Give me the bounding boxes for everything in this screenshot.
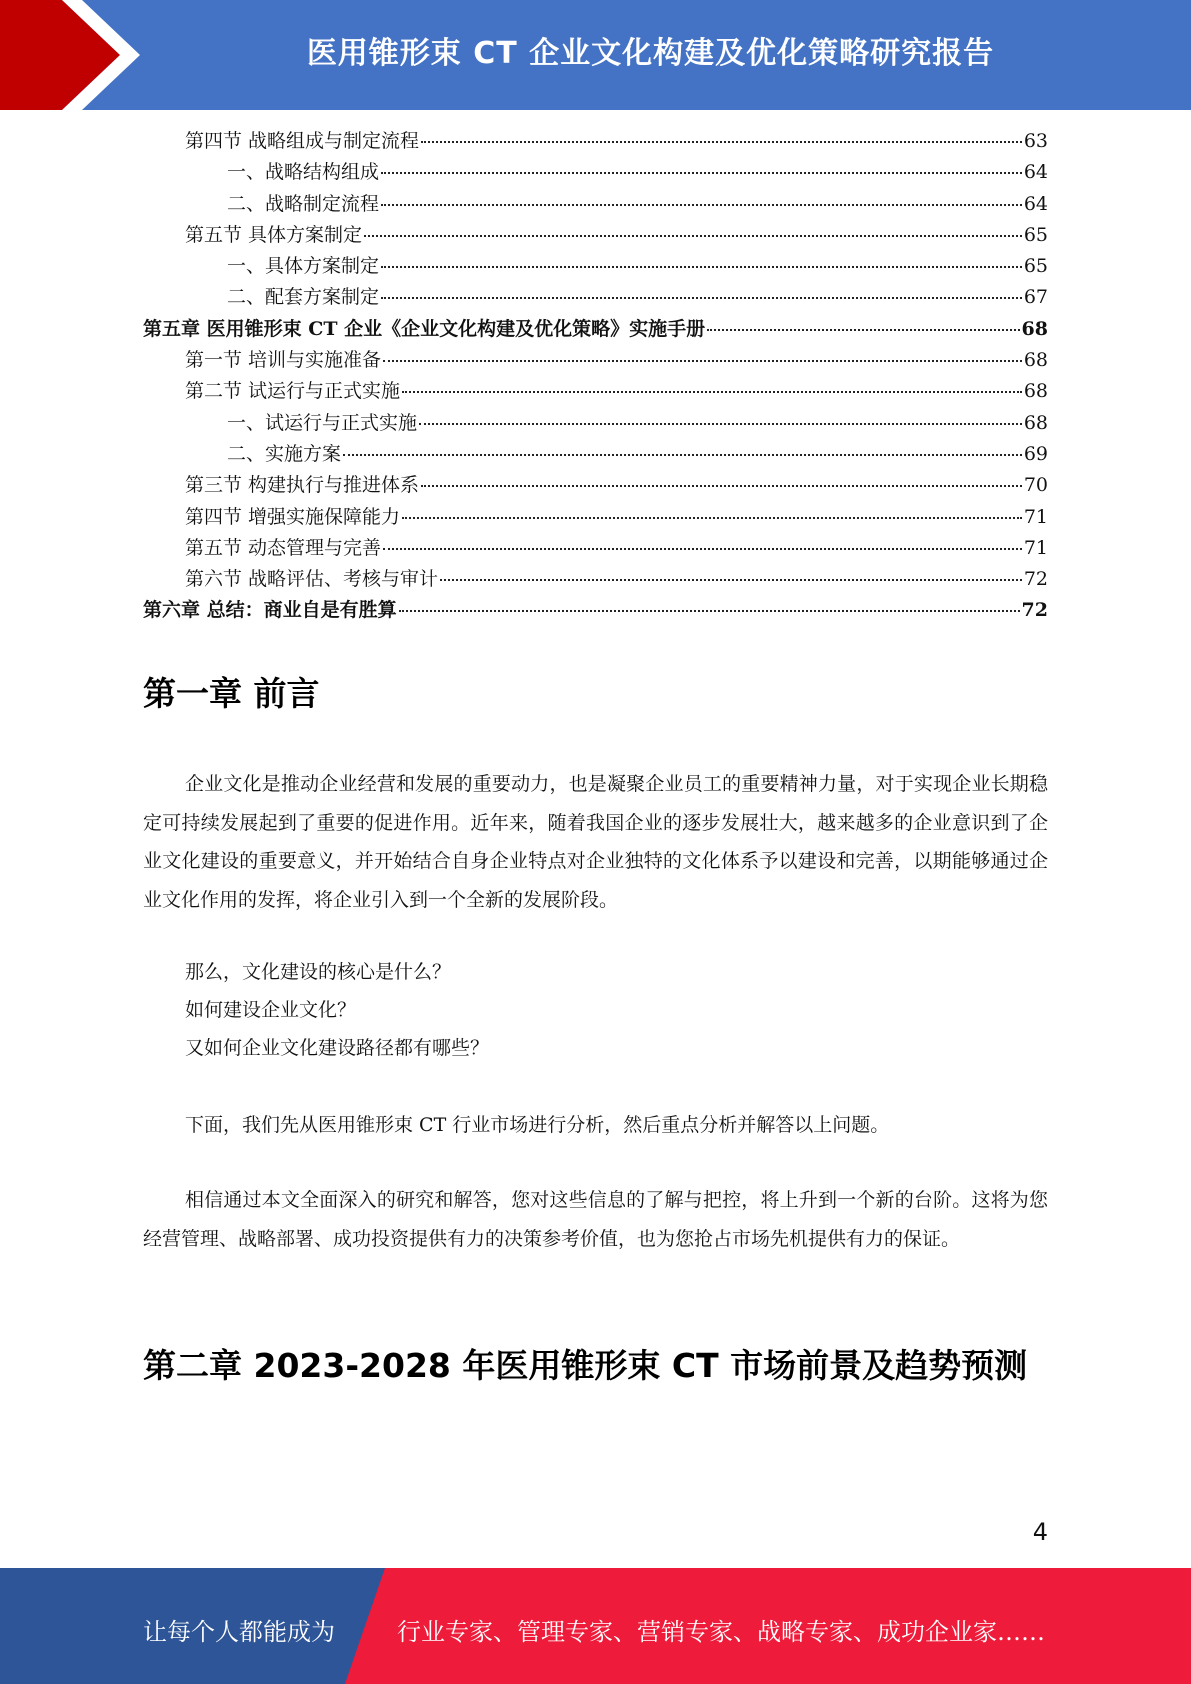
toc-entry-label: 第五节 具体方案制定 <box>185 223 363 246</box>
toc-dot-leader <box>421 484 1022 487</box>
analysis-paragraph: 下面，我们先从医用锥形束 CT 行业市场进行分析，然后重点分析并解答以上问题。 <box>185 1114 890 1136</box>
toc-entry-page: 72 <box>1023 568 1048 591</box>
toc-entry-page: 71 <box>1023 536 1048 559</box>
conclusion-paragraph: 相信通过本文全面深入的研究和解答，您对这些信息的了解与把控，将上升到一个新的台阶。这将为您经营管理、战略部署、成功投资提供有力的决策参考价值，也为您抢占市场先机提供有力的保证。 <box>143 1189 1048 1250</box>
toc-dot-leader <box>399 609 1020 612</box>
toc-dot-leader <box>381 296 1022 299</box>
toc-entry-page: 65 <box>1023 255 1048 278</box>
toc-entry[interactable] <box>143 282 1048 313</box>
toc-entry-label: 第三节 构建执行与推进体系 <box>185 474 420 497</box>
header-chevron-icon <box>0 0 160 110</box>
toc-entry-label: 第四节 增强实施保障能力 <box>185 505 401 528</box>
toc-entry[interactable] <box>143 345 1048 376</box>
toc-entry[interactable] <box>143 126 1048 157</box>
toc-entry-label: 第六章 总结：商业自是有胜算 <box>143 599 397 622</box>
toc-entry-page: 69 <box>1023 442 1048 465</box>
page-footer <box>0 1568 1191 1684</box>
toc-entry-label: 第二节 试运行与正式实施 <box>185 380 401 403</box>
toc-entry-page: 63 <box>1023 130 1048 152</box>
toc-entry-page: 67 <box>1023 286 1048 309</box>
toc-dot-leader <box>383 547 1022 550</box>
chapter-2-heading: 第二章 2023-2028 年医用锥形束 CT 市场前景及趋势预测 <box>143 1346 1028 1385</box>
toc-dot-leader <box>707 328 1019 331</box>
toc-entry-page: 68 <box>1021 317 1048 340</box>
toc-entry-page: 71 <box>1023 505 1048 528</box>
toc-entry-page: 68 <box>1023 411 1048 434</box>
chapter-1-heading: 第一章 前言 <box>143 674 320 713</box>
toc-entry-label: 第六节 战略评估、考核与审计 <box>185 568 439 591</box>
toc-entry-page: 65 <box>1023 223 1048 246</box>
toc-entry-page: 68 <box>1023 380 1048 403</box>
intro-paragraph: 企业文化是推动企业经营和发展的重要动力，也是凝聚企业员工的重要精神力量，对于实现企业长期稳定可持续发展起到了重要的促进作用。近年来，随着我国企业的逐步发展壮大，越来越多的企业意识到了企业文化建设的重要意义，并开始结合自身企业特点对企业独特的文化体系予以建设和完善，以期能够通过企业文化作用的发挥，将企业引入到一个全新的发展阶段。 <box>143 773 1048 911</box>
toc-entry-page: 64 <box>1023 192 1048 215</box>
table-of-contents <box>143 126 1048 627</box>
toc-entry[interactable] <box>143 314 1048 345</box>
toc-entry[interactable] <box>143 470 1048 501</box>
toc-dot-leader <box>381 265 1022 268</box>
toc-dot-leader <box>364 234 1022 237</box>
toc-entry[interactable] <box>143 533 1048 564</box>
toc-dot-leader <box>381 171 1022 174</box>
toc-entry-label: 一、战略结构组成 <box>227 161 380 184</box>
toc-entry[interactable] <box>143 564 1048 595</box>
toc-entry[interactable] <box>143 157 1048 188</box>
toc-entry-label: 二、配套方案制定 <box>227 286 380 309</box>
toc-entry-page: 68 <box>1023 349 1048 372</box>
question-1: 那么，文化建设的核心是什么？ <box>185 961 452 983</box>
toc-entry-label: 一、具体方案制定 <box>227 255 380 278</box>
question-3: 又如何企业文化建设路径都有哪些？ <box>185 1037 490 1059</box>
toc-entry-label: 第五章 医用锥形束 CT 企业《企业文化构建及优化策略》实施手册 <box>143 317 706 340</box>
report-title: 医用锥形束 CT 企业文化构建及优化策略研究报告 <box>306 36 995 71</box>
toc-entry[interactable] <box>143 376 1048 407</box>
toc-entry-label: 二、实施方案 <box>227 442 342 465</box>
toc-entry[interactable] <box>143 502 1048 533</box>
toc-dot-leader <box>343 453 1022 456</box>
toc-dot-leader <box>440 578 1022 581</box>
toc-entry[interactable] <box>143 439 1048 470</box>
toc-entry-page: 64 <box>1023 161 1048 184</box>
footer-slogan-right: 行业专家、管理专家、营销专家、战略专家、成功企业家…… <box>397 1618 1045 1646</box>
page-number: 4 <box>1032 1518 1048 1546</box>
toc-entry-label: 第四节 战略组成与制定流程 <box>185 130 420 152</box>
toc-entry-page: 70 <box>1023 474 1048 497</box>
toc-dot-leader <box>381 203 1022 206</box>
toc-entry-label: 二、战略制定流程 <box>227 192 380 215</box>
toc-entry[interactable] <box>143 189 1048 220</box>
toc-dot-leader <box>383 359 1022 362</box>
toc-entry[interactable] <box>143 220 1048 251</box>
toc-entry[interactable] <box>143 251 1048 282</box>
page-header <box>0 0 1191 110</box>
question-2: 如何建设企业文化？ <box>185 999 357 1021</box>
toc-entry[interactable] <box>143 408 1048 439</box>
toc-dot-leader <box>419 422 1022 425</box>
toc-entry[interactable] <box>143 595 1048 626</box>
toc-entry-page: 72 <box>1021 599 1048 622</box>
toc-entry-label: 第五节 动态管理与完善 <box>185 536 382 559</box>
footer-slogan-left: 让每个人都能成为 <box>143 1618 335 1646</box>
toc-dot-leader <box>402 390 1022 393</box>
toc-dot-leader <box>402 516 1022 519</box>
toc-dot-leader <box>421 140 1022 143</box>
toc-entry-label: 一、试运行与正式实施 <box>227 411 418 434</box>
toc-entry-label: 第一节 培训与实施准备 <box>185 349 382 372</box>
